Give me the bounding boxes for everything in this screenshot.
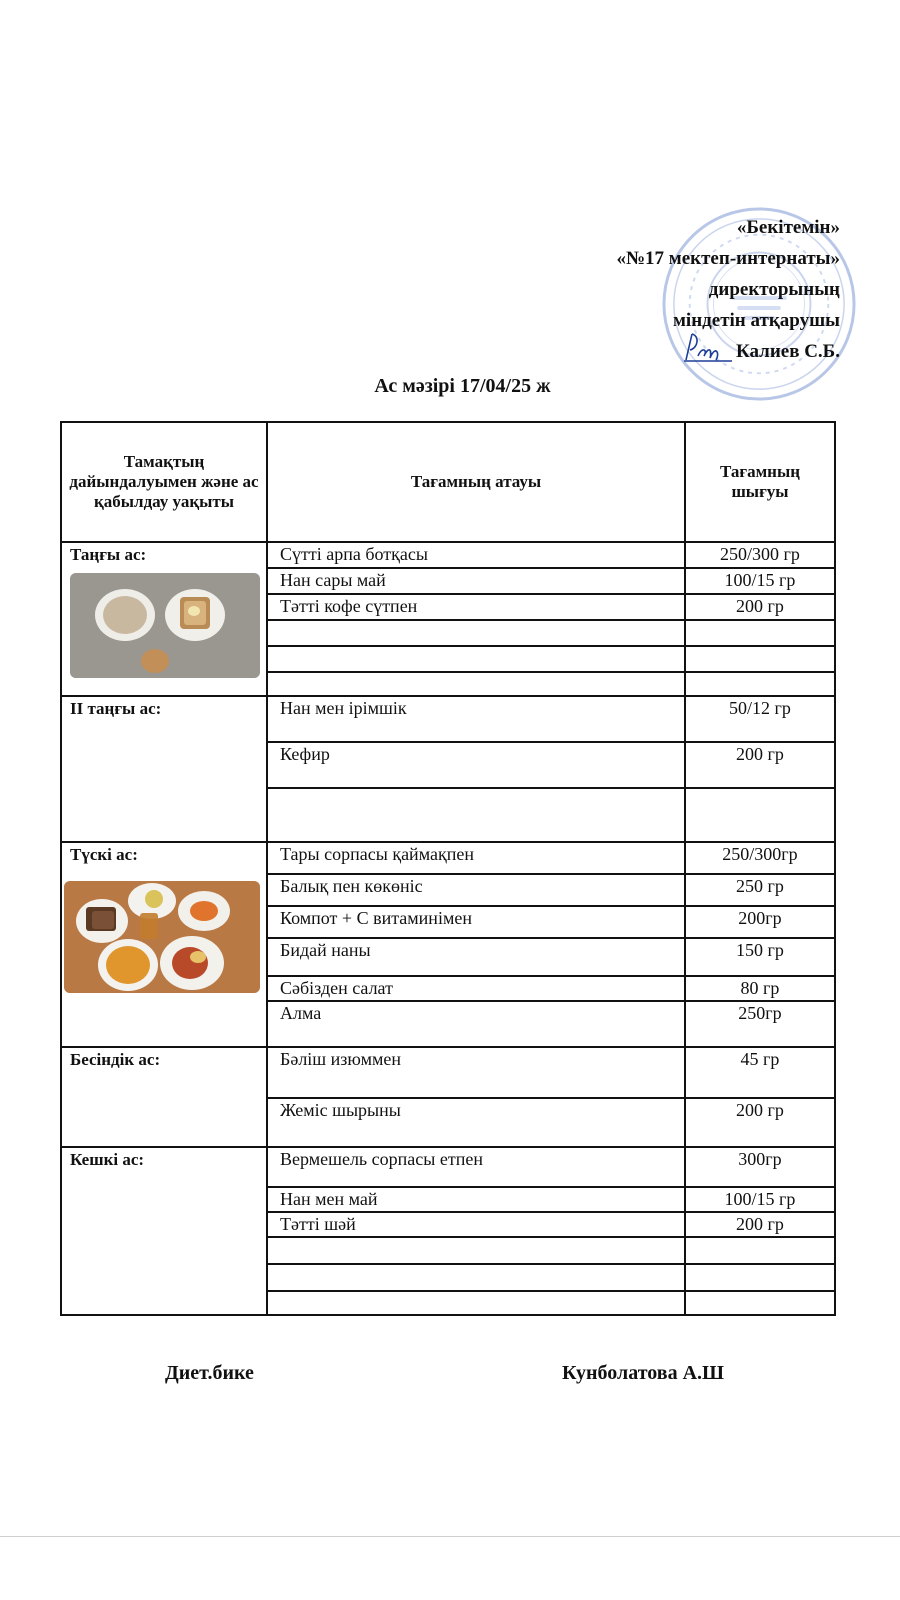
approval-line-1: «Бекітемін» (736, 217, 840, 238)
dish-cell: Вермешель сорпасы етпен (267, 1147, 685, 1187)
header-time: Тамақтың дайындалуымен және ас қабылдау уақыты (61, 422, 267, 542)
portion-cell: 45 гр (685, 1047, 835, 1098)
dish-cell: Нан сары май (267, 568, 685, 594)
table-row (61, 696, 835, 742)
dish-cell: Балық пен көкөніс (267, 874, 685, 906)
dish-cell: Сүтті арпа ботқасы (267, 542, 685, 568)
page-divider (0, 1536, 900, 1537)
dish-cell: Сәбізден салат (267, 976, 685, 1001)
portion-cell: 200 гр (685, 1212, 835, 1237)
dish-cell: Алма (267, 1001, 685, 1047)
dish-cell: Тары сорпасы қаймақпен (267, 842, 685, 874)
breakfast-photo (70, 573, 260, 678)
table-row (61, 1047, 835, 1098)
meal-cell-dinner (61, 1147, 267, 1315)
dish-cell (267, 620, 685, 646)
portion-cell: 100/15 гр (685, 568, 835, 594)
menu-table (60, 421, 836, 1316)
portion-cell: 250гр (685, 1001, 835, 1047)
approval-line-2: «№17 мектеп-интернаты» (616, 248, 840, 269)
lunch-photo (64, 881, 260, 993)
portion-cell: 150 гр (685, 938, 835, 976)
portion-cell: 100/15 гр (685, 1187, 835, 1212)
portion-cell: 300гр (685, 1147, 835, 1187)
dish-cell: Тәтті кофе сүтпен (267, 594, 685, 620)
dish-cell: Компот + С витаминімен (267, 906, 685, 938)
portion-cell: 50/12 гр (685, 696, 835, 742)
approval-line-4: міндетін атқарушы (672, 310, 840, 331)
dish-cell: Бәліш изюммен (267, 1047, 685, 1098)
table-header-row (61, 422, 835, 542)
dish-cell: Кефир (267, 742, 685, 788)
table-row (61, 1147, 835, 1187)
portion-cell (685, 788, 835, 842)
portion-cell: 200гр (685, 906, 835, 938)
portion-cell (685, 1264, 835, 1291)
approval-line-3: директорының (708, 279, 840, 300)
dish-cell: Нан мен ірімшік (267, 696, 685, 742)
menu-title: Ас мәзірі 17/04/25 ж (374, 375, 551, 397)
meal-cell-afternoon-snack (61, 1047, 267, 1147)
portion-cell: 250/300 гр (685, 542, 835, 568)
table-row (61, 542, 835, 568)
portion-cell: 200 гр (685, 594, 835, 620)
meal-cell-breakfast (61, 542, 267, 696)
signoff-role: Диет.бике (165, 1362, 254, 1384)
dish-cell (267, 646, 685, 672)
meal-label: Кешкі ас: (70, 1150, 145, 1169)
portion-cell: 200 гр (685, 742, 835, 788)
meal-cell-second-breakfast (61, 696, 267, 842)
dish-cell (267, 672, 685, 696)
approval-block (510, 212, 840, 367)
signoff-name: Кунболатова А.Ш (562, 1362, 724, 1384)
meal-cell-lunch (61, 842, 267, 1047)
approval-line-5: Калиев С.Б. (735, 341, 840, 362)
meal-label: Түскі ас: (70, 845, 138, 864)
meal-label: Бесіндік ас: (70, 1050, 161, 1069)
portion-cell: 250/300гр (685, 842, 835, 874)
header-dish: Тағамның атауы (267, 422, 685, 542)
dish-cell (267, 1291, 685, 1315)
portion-cell (685, 1237, 835, 1264)
portion-cell (685, 646, 835, 672)
dish-cell (267, 1264, 685, 1291)
portion-cell (685, 672, 835, 696)
table-row (61, 842, 835, 874)
dish-cell (267, 1237, 685, 1264)
portion-cell: 250 гр (685, 874, 835, 906)
portion-cell (685, 1291, 835, 1315)
dish-cell: Тәтті шәй (267, 1212, 685, 1237)
dish-cell: Жеміс шырыны (267, 1098, 685, 1147)
portion-cell (685, 620, 835, 646)
dish-cell (267, 788, 685, 842)
dish-cell: Нан мен май (267, 1187, 685, 1212)
header-portion: Тағамның шығуы (685, 422, 835, 542)
dish-cell: Бидай наны (267, 938, 685, 976)
meal-label: ІІ таңғы ас: (70, 699, 162, 718)
portion-cell: 200 гр (685, 1098, 835, 1147)
meal-label: Таңғы ас: (70, 545, 147, 564)
portion-cell: 80 гр (685, 976, 835, 1001)
